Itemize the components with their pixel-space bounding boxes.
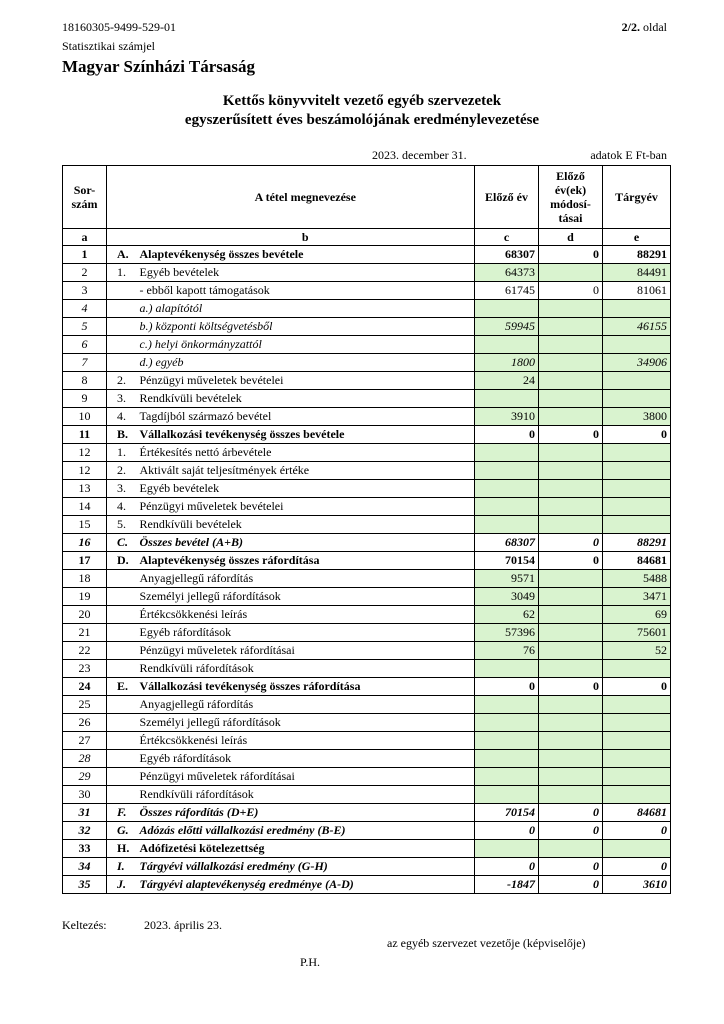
table-row — [63, 354, 671, 372]
cell-previous-year: -1847 — [475, 876, 539, 894]
statistical-id: 18160305-9499-529-01 — [62, 20, 176, 34]
cell-modifications — [539, 714, 603, 732]
cell-modifications: 0 — [539, 282, 603, 300]
cell-modifications — [539, 498, 603, 516]
row-code — [107, 660, 137, 678]
row-label: Pénzügyi műveletek ráfordításai — [137, 768, 475, 786]
row-number: 9 — [63, 390, 107, 408]
cell-modifications: 0 — [539, 426, 603, 444]
table-row — [63, 282, 671, 300]
row-number: 3 — [63, 282, 107, 300]
cell-current-year: 84681 — [603, 552, 671, 570]
row-label: Adózás előtti vállalkozási eredmény (B-E) — [137, 822, 475, 840]
row-number: 27 — [63, 732, 107, 750]
row-code — [107, 642, 137, 660]
cell-current-year — [603, 300, 671, 318]
cell-modifications — [539, 372, 603, 390]
table-row — [63, 588, 671, 606]
row-code — [107, 318, 137, 336]
cell-current-year — [603, 768, 671, 786]
cell-previous-year: 70154 — [475, 552, 539, 570]
cell-previous-year: 3049 — [475, 588, 539, 606]
cell-current-year: 3800 — [603, 408, 671, 426]
table-row — [63, 678, 671, 696]
cell-previous-year: 68307 — [475, 534, 539, 552]
cell-current-year — [603, 444, 671, 462]
cell-current-year — [603, 660, 671, 678]
cell-modifications — [539, 354, 603, 372]
table-row — [63, 462, 671, 480]
letter-c: c — [475, 229, 539, 246]
table-row — [63, 876, 671, 894]
cell-previous-year — [475, 696, 539, 714]
row-number: 17 — [63, 552, 107, 570]
cell-previous-year — [475, 786, 539, 804]
letter-spacer — [107, 229, 137, 246]
row-code: 5. — [107, 516, 137, 534]
row-label: Rendkívüli bevételek — [137, 390, 475, 408]
table-row — [63, 498, 671, 516]
cell-previous-year: 0 — [475, 426, 539, 444]
table-row — [63, 570, 671, 588]
cell-current-year: 88291 — [603, 246, 671, 264]
cell-modifications: 0 — [539, 534, 603, 552]
row-label: Személyi jellegű ráfordítások — [137, 588, 475, 606]
row-number: 29 — [63, 768, 107, 786]
cell-current-year: 69 — [603, 606, 671, 624]
cell-previous-year — [475, 462, 539, 480]
table-row — [63, 300, 671, 318]
row-code: 3. — [107, 390, 137, 408]
cell-modifications — [539, 750, 603, 768]
row-label: a.) alapítótól — [137, 300, 475, 318]
table-row — [63, 714, 671, 732]
row-label: Tárgyévi vállalkozási eredmény (G-H) — [137, 858, 475, 876]
cell-modifications: 0 — [539, 678, 603, 696]
cell-current-year: 0 — [603, 822, 671, 840]
row-number: 22 — [63, 642, 107, 660]
report-date: 2023. december 31. — [372, 148, 467, 162]
table-row — [63, 372, 671, 390]
table-letter-row — [63, 229, 671, 246]
table-row — [63, 408, 671, 426]
row-code: 4. — [107, 408, 137, 426]
cell-modifications — [539, 264, 603, 282]
row-number: 11 — [63, 426, 107, 444]
row-label: Személyi jellegű ráfordítások — [137, 714, 475, 732]
cell-previous-year — [475, 768, 539, 786]
cell-current-year — [603, 480, 671, 498]
row-label: Pénzügyi műveletek ráfordításai — [137, 642, 475, 660]
row-label: Tagdíjból származó bevétel — [137, 408, 475, 426]
row-number: 28 — [63, 750, 107, 768]
row-number: 2 — [63, 264, 107, 282]
row-label: c.) helyi önkormányzattól — [137, 336, 475, 354]
cell-modifications: 0 — [539, 858, 603, 876]
row-label: Alaptevékenység összes bevétele — [137, 246, 475, 264]
row-label: Anyagjellegű ráfordítás — [137, 570, 475, 588]
row-label: Pénzügyi műveletek bevételei — [137, 372, 475, 390]
row-label: Egyéb bevételek — [137, 264, 475, 282]
row-code: G. — [107, 822, 137, 840]
cell-previous-year: 64373 — [475, 264, 539, 282]
cell-previous-year — [475, 732, 539, 750]
row-number: 21 — [63, 624, 107, 642]
page-number-value: 2/2. — [621, 20, 640, 34]
table-row — [63, 606, 671, 624]
cell-modifications — [539, 516, 603, 534]
cell-current-year: 84681 — [603, 804, 671, 822]
cell-modifications — [539, 624, 603, 642]
row-code — [107, 768, 137, 786]
organization-name: Magyar Színházi Társaság — [62, 57, 255, 76]
cell-previous-year: 1800 — [475, 354, 539, 372]
cell-modifications — [539, 570, 603, 588]
report-title-line1: Kettős könyvvitelt vezető egyéb szervezetek — [222, 93, 502, 109]
cell-modifications — [539, 444, 603, 462]
row-number: 34 — [63, 858, 107, 876]
page-number — [622, 20, 667, 35]
cell-previous-year: 62 — [475, 606, 539, 624]
unit-note: adatok E Ft-ban — [590, 148, 667, 162]
table-row — [63, 480, 671, 498]
row-number: 15 — [63, 516, 107, 534]
cell-previous-year: 24 — [475, 372, 539, 390]
cell-current-year — [603, 336, 671, 354]
table-row — [63, 534, 671, 552]
signature-line: az egyéb szervezet vezetője (képviselője) — [387, 936, 586, 950]
cell-previous-year — [475, 498, 539, 516]
cell-previous-year — [475, 750, 539, 768]
row-label: Tárgyévi alaptevékenység eredménye (A-D) — [137, 876, 475, 894]
income-statement-table — [62, 165, 671, 894]
row-label: Anyagjellegű ráfordítás — [137, 696, 475, 714]
row-label: Rendkívüli ráfordítások — [137, 660, 475, 678]
row-label: Pénzügyi műveletek bevételei — [137, 498, 475, 516]
table-row — [63, 246, 671, 264]
table-row — [63, 858, 671, 876]
row-code — [107, 588, 137, 606]
cell-modifications: 0 — [539, 552, 603, 570]
row-number: 26 — [63, 714, 107, 732]
row-number: 8 — [63, 372, 107, 390]
cell-modifications — [539, 480, 603, 498]
row-label: Vállalkozási tevékenység összes bevétele — [137, 426, 475, 444]
cell-modifications — [539, 696, 603, 714]
row-label: - ebből kapott támogatások — [137, 282, 475, 300]
row-number: 14 — [63, 498, 107, 516]
row-label: Rendkívüli bevételek — [137, 516, 475, 534]
row-number: 18 — [63, 570, 107, 588]
cell-modifications — [539, 462, 603, 480]
cell-previous-year: 59945 — [475, 318, 539, 336]
cell-modifications: 0 — [539, 246, 603, 264]
row-number: 16 — [63, 534, 107, 552]
row-code: 1. — [107, 444, 137, 462]
row-code: 1. — [107, 264, 137, 282]
row-code: 4. — [107, 498, 137, 516]
page-number-suffix: oldal — [640, 20, 667, 34]
header-code — [107, 166, 137, 229]
row-code — [107, 750, 137, 768]
cell-current-year — [603, 696, 671, 714]
table-header-row — [63, 166, 671, 229]
row-number: 6 — [63, 336, 107, 354]
row-number: 33 — [63, 840, 107, 858]
cell-previous-year — [475, 480, 539, 498]
dating-label: Keltezés: — [62, 918, 107, 932]
cell-current-year: 81061 — [603, 282, 671, 300]
row-code: B. — [107, 426, 137, 444]
cell-previous-year: 3910 — [475, 408, 539, 426]
table-row — [63, 444, 671, 462]
row-code: 2. — [107, 462, 137, 480]
row-code — [107, 282, 137, 300]
letter-d: d — [539, 229, 603, 246]
cell-current-year — [603, 840, 671, 858]
letter-b: b — [137, 229, 475, 246]
row-number: 31 — [63, 804, 107, 822]
cell-previous-year — [475, 660, 539, 678]
row-code: J. — [107, 876, 137, 894]
row-number: 12 — [63, 444, 107, 462]
row-number: 23 — [63, 660, 107, 678]
table-row — [63, 318, 671, 336]
row-label: Alaptevékenység összes ráfordítása — [137, 552, 475, 570]
letter-a: a — [63, 229, 107, 246]
cell-previous-year — [475, 714, 539, 732]
table-row — [63, 264, 671, 282]
header-name: A tétel megnevezése — [137, 166, 475, 229]
cell-modifications — [539, 660, 603, 678]
row-number: 10 — [63, 408, 107, 426]
cell-current-year — [603, 390, 671, 408]
table-row — [63, 552, 671, 570]
table-row — [63, 642, 671, 660]
cell-current-year — [603, 462, 671, 480]
cell-current-year: 3471 — [603, 588, 671, 606]
cell-current-year: 5488 — [603, 570, 671, 588]
cell-modifications: 0 — [539, 822, 603, 840]
table-row — [63, 516, 671, 534]
cell-modifications — [539, 390, 603, 408]
cell-previous-year — [475, 444, 539, 462]
cell-modifications: 0 — [539, 804, 603, 822]
cell-modifications — [539, 786, 603, 804]
cell-current-year — [603, 714, 671, 732]
cell-current-year: 75601 — [603, 624, 671, 642]
table-row — [63, 390, 671, 408]
row-number: 1 — [63, 246, 107, 264]
row-number: 32 — [63, 822, 107, 840]
row-code: F. — [107, 804, 137, 822]
statistical-id-label: Statisztikai számjel — [62, 39, 155, 53]
cell-previous-year: 61745 — [475, 282, 539, 300]
row-label: Összes ráfordítás (D+E) — [137, 804, 475, 822]
table-row — [63, 732, 671, 750]
row-code: 2. — [107, 372, 137, 390]
cell-current-year — [603, 516, 671, 534]
row-number: 35 — [63, 876, 107, 894]
cell-previous-year: 0 — [475, 858, 539, 876]
row-label: Értékcsökkenési leírás — [137, 732, 475, 750]
row-code — [107, 570, 137, 588]
cell-previous-year — [475, 516, 539, 534]
row-label: Adófizetési kötelezettség — [137, 840, 475, 858]
cell-current-year — [603, 750, 671, 768]
cell-previous-year: 70154 — [475, 804, 539, 822]
cell-current-year: 84491 — [603, 264, 671, 282]
row-code — [107, 336, 137, 354]
report-title-line2: egyszerűsített éves beszámolójának eredménylevezetése — [184, 112, 540, 128]
row-code — [107, 714, 137, 732]
row-label: Egyéb bevételek — [137, 480, 475, 498]
row-label: Vállalkozási tevékenység összes ráfordítása — [137, 678, 475, 696]
cell-current-year — [603, 732, 671, 750]
row-number: 13 — [63, 480, 107, 498]
cell-current-year — [603, 786, 671, 804]
cell-current-year: 0 — [603, 678, 671, 696]
table-body — [63, 246, 671, 894]
row-code — [107, 624, 137, 642]
row-code: E. — [107, 678, 137, 696]
header-sorszam: Sor-szám — [63, 166, 107, 229]
row-code: 3. — [107, 480, 137, 498]
cell-current-year — [603, 372, 671, 390]
row-label: Rendkívüli ráfordítások — [137, 786, 475, 804]
cell-previous-year: 0 — [475, 678, 539, 696]
row-number: 19 — [63, 588, 107, 606]
cell-modifications — [539, 606, 603, 624]
dating-value: 2023. április 23. — [144, 918, 222, 932]
cell-modifications — [539, 642, 603, 660]
row-label: Értékesítés nettó árbevétele — [137, 444, 475, 462]
cell-modifications — [539, 588, 603, 606]
row-code: D. — [107, 552, 137, 570]
cell-previous-year: 76 — [475, 642, 539, 660]
cell-current-year: 0 — [603, 426, 671, 444]
cell-previous-year: 9571 — [475, 570, 539, 588]
header-previous-year: Előző év — [475, 166, 539, 229]
row-label: Értékcsökkenési leírás — [137, 606, 475, 624]
cell-modifications — [539, 408, 603, 426]
table-row — [63, 660, 671, 678]
cell-current-year: 3610 — [603, 876, 671, 894]
row-code — [107, 300, 137, 318]
cell-current-year — [603, 498, 671, 516]
row-label: Egyéb ráfordítások — [137, 750, 475, 768]
letter-e: e — [603, 229, 671, 246]
row-code — [107, 696, 137, 714]
table-row — [63, 696, 671, 714]
row-number: 30 — [63, 786, 107, 804]
cell-modifications — [539, 840, 603, 858]
row-code: C. — [107, 534, 137, 552]
cell-current-year: 0 — [603, 858, 671, 876]
cell-previous-year: 68307 — [475, 246, 539, 264]
cell-current-year: 88291 — [603, 534, 671, 552]
row-code — [107, 606, 137, 624]
table-row — [63, 840, 671, 858]
stamp-placeholder: P.H. — [300, 955, 321, 969]
cell-current-year: 34906 — [603, 354, 671, 372]
row-number: 24 — [63, 678, 107, 696]
row-label: Egyéb ráfordítások — [137, 624, 475, 642]
cell-previous-year — [475, 336, 539, 354]
cell-previous-year: 57396 — [475, 624, 539, 642]
row-label: d.) egyéb — [137, 354, 475, 372]
cell-current-year: 46155 — [603, 318, 671, 336]
row-code: I. — [107, 858, 137, 876]
header-current-year: Tárgyév — [603, 166, 671, 229]
row-code — [107, 786, 137, 804]
cell-modifications — [539, 318, 603, 336]
table-row — [63, 822, 671, 840]
cell-current-year: 52 — [603, 642, 671, 660]
table-row — [63, 426, 671, 444]
table-row — [63, 750, 671, 768]
row-number: 5 — [63, 318, 107, 336]
row-code — [107, 354, 137, 372]
row-code — [107, 732, 137, 750]
row-label: Aktivált saját teljesítmények értéke — [137, 462, 475, 480]
row-number: 7 — [63, 354, 107, 372]
cell-previous-year — [475, 300, 539, 318]
cell-previous-year — [475, 390, 539, 408]
table-row — [63, 804, 671, 822]
header-modifications: Előző év(ek) módosí-tásai — [539, 166, 603, 229]
row-code: H. — [107, 840, 137, 858]
row-code: A. — [107, 246, 137, 264]
row-number: 25 — [63, 696, 107, 714]
cell-modifications — [539, 768, 603, 786]
table-row — [63, 624, 671, 642]
table-row — [63, 336, 671, 354]
cell-previous-year — [475, 840, 539, 858]
cell-modifications — [539, 732, 603, 750]
table-row — [63, 768, 671, 786]
table-row — [63, 786, 671, 804]
row-label: b.) központi költségvetésből — [137, 318, 475, 336]
row-number: 4 — [63, 300, 107, 318]
cell-previous-year: 0 — [475, 822, 539, 840]
cell-modifications — [539, 300, 603, 318]
row-label: Összes bevétel (A+B) — [137, 534, 475, 552]
row-number: 12 — [63, 462, 107, 480]
cell-modifications: 0 — [539, 876, 603, 894]
row-number: 20 — [63, 606, 107, 624]
cell-modifications — [539, 336, 603, 354]
